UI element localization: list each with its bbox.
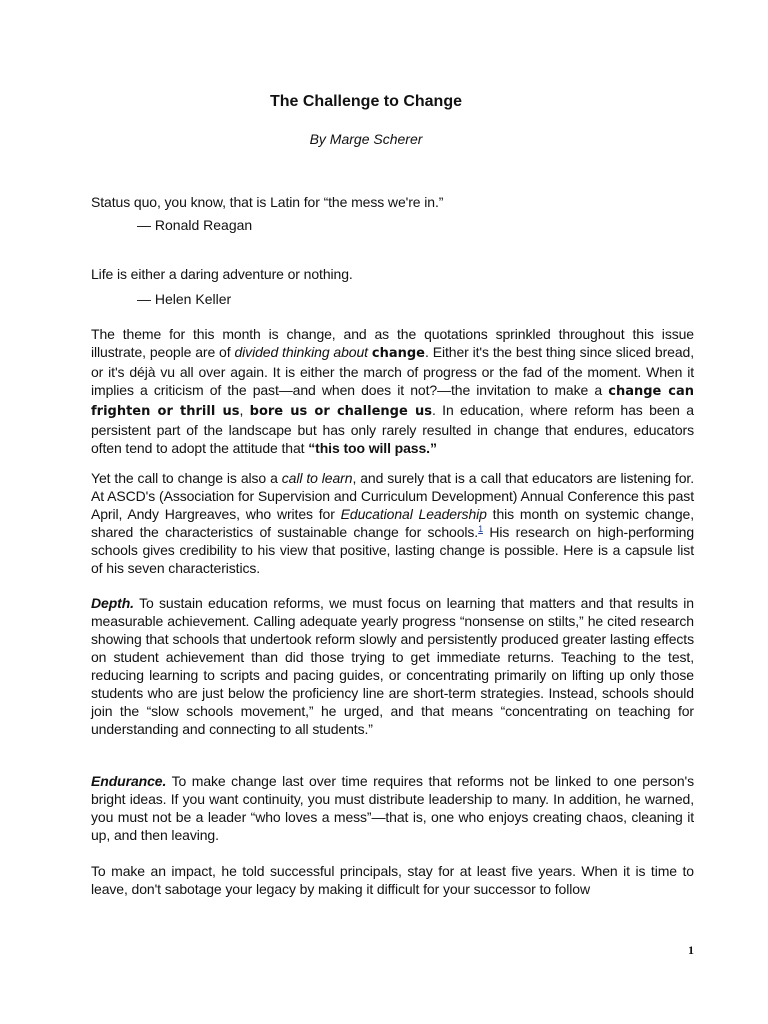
- text-run: , and surely that is a call that educators are listening for. At ASCD's (Association for Supervision and Curriculum Development) Annual Conference this past April, Andy Hargreaves, who writes for: [91, 470, 694, 522]
- byline: By Marge Scherer: [309, 131, 423, 147]
- text-run: . In education, where reform has been a persistent part of the landscape but has only rarely resulted in change that endures, educators often tend to adopt the attitude that: [91, 402, 694, 456]
- strong-text: change: [371, 346, 426, 361]
- strong-quote: “this too will pass.”: [308, 440, 437, 456]
- paragraph-call-to-learn: [91, 469, 694, 577]
- text-run: His research on high-performing schools gives credibility to his view that positive, lasting change is possible. Here is a capsule list of his seven characteristics.: [91, 524, 695, 576]
- section-lead: Depth.: [91, 595, 134, 611]
- quote-2: Life is either a daring adventure or nothing.: [91, 266, 353, 282]
- emphasis: call to learn: [281, 470, 353, 486]
- emphasis: divided thinking about: [234, 344, 372, 360]
- paragraph-impact: To make an impact, he told successful principals, stay for at least five years. When it is time to leave, don't sabotage your legacy by making it difficult for your successor to follow: [91, 863, 694, 897]
- section-lead: Endurance.: [91, 773, 167, 789]
- paragraph-depth: [91, 594, 694, 738]
- strong-text: change can frighten or thrill us: [91, 384, 695, 419]
- page-number: 1: [688, 943, 694, 957]
- paragraph-endurance: [91, 772, 694, 844]
- publication-title: Educational Leadership: [340, 506, 487, 522]
- text-run: To make change last over time requires that reforms not be linked to one person's bright ideas. If you want continuity, you must distribute leadership to many. In addition, he warned, you must not be a leader “who loves a mess”—that is, one who enjoys creating chaos, cleaning it up, and then leaving.: [91, 773, 694, 843]
- quote-1: Status quo, you know, that is Latin for “the mess we're in.”: [91, 194, 444, 210]
- quote-2-attribution: — Helen Keller: [137, 291, 232, 307]
- text-run: . Either it's the best thing since sliced bread, or it's déjà vu all over again. It is either the march of progress or the fad of the moment. When it implies a criticism of the past—and when does it not?—the invitation to make a: [91, 344, 694, 398]
- paragraph-intro: [91, 325, 694, 457]
- footnote-link[interactable]: 1: [478, 524, 483, 534]
- document-title: The Challenge to Change: [269, 93, 462, 110]
- text-run: this month on systemic change, shared the characteristics of sustainable change for schools.: [91, 506, 694, 540]
- quote-1-attribution: — Ronald Reagan: [137, 217, 253, 233]
- text-run: To sustain education reforms, we must focus on learning that matters and that results in measurable achievement. Calling adequate yearly progress “nonsense on stilts,” he cited research showing that schools that undertook reform slowly and persistently produced greater lasting effects on student achievement than did those trying to get immediate returns. Teaching to the test, reducing learning to scripts and pacing guides, or concentrating primarily on lifting up only those students who are just below the proficiency line are short-term strategies. Instead, schools should join the “slow schools movement,” he urged, and that means “concentrating on teaching for understanding and connecting to all students.”: [91, 595, 694, 737]
- text-run: The theme for this month is change, and as the quotations sprinkled throughout this issue illustrate, people are of: [91, 326, 694, 360]
- text-run: Yet the call to change is also a: [91, 470, 282, 486]
- strong-text: bore us or challenge us: [249, 404, 432, 419]
- text-run: ,: [239, 402, 250, 418]
